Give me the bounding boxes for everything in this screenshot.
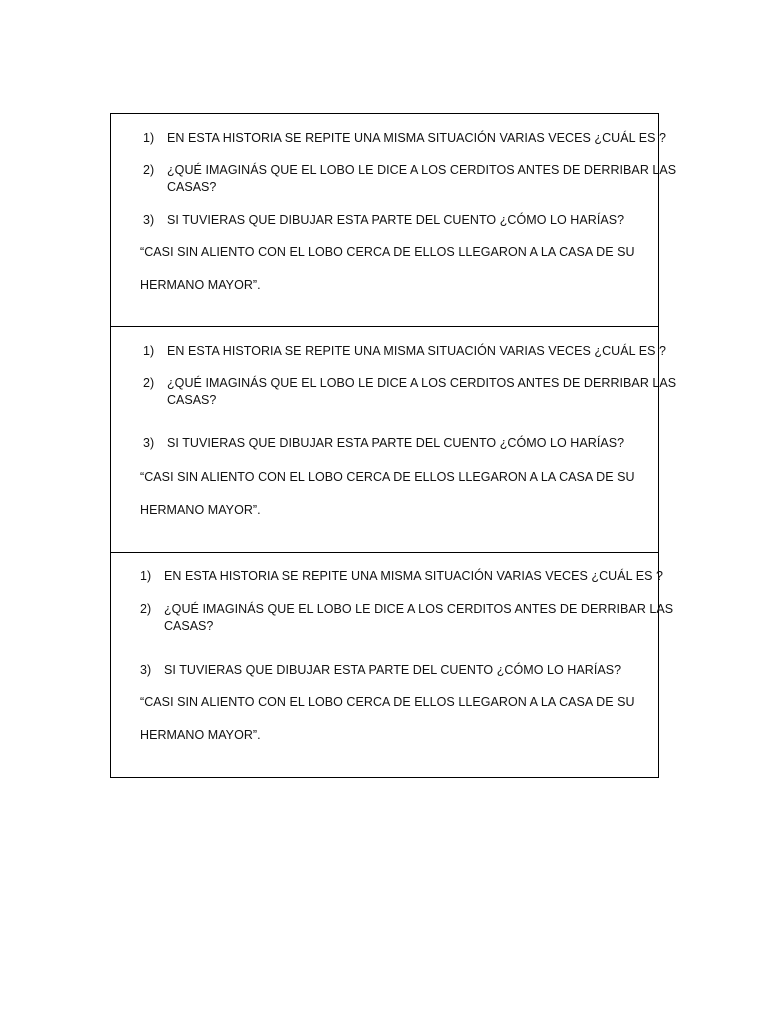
story-quote-line-1: “CASI SIN ALIENTO CON EL LOBO CERCA DE ELLOS LLEGARON A LA CASA DE SU [140, 245, 635, 259]
question-number: 2) [143, 376, 155, 390]
story-quote-line-2: HERMANO MAYOR”. [140, 278, 261, 292]
question-number: 3) [140, 663, 152, 677]
question-3 [143, 435, 624, 452]
question-1 [143, 130, 666, 147]
question-2-continuation: CASAS? [167, 180, 217, 194]
story-quote-line-2: HERMANO MAYOR”. [140, 728, 261, 742]
question-text: ¿QUÉ IMAGINÁS QUE EL LOBO LE DICE A LOS CERDITOS ANTES DE DERRIBAR LAS [164, 602, 674, 616]
question-block-2 [111, 327, 677, 553]
question-number: 1) [143, 344, 155, 358]
question-number: 3) [143, 213, 155, 227]
question-number: 2) [143, 163, 155, 177]
question-text: SI TUVIERAS QUE DIBUJAR ESTA PARTE DEL CUENTO ¿CÓMO LO HARÍAS? [164, 663, 622, 677]
question-text: EN ESTA HISTORIA SE REPITE UNA MISMA SITUACIÓN VARIAS VECES ¿CUÁL ES ? [164, 569, 663, 583]
story-quote-line-2: HERMANO MAYOR”. [140, 503, 261, 517]
question-2 [140, 601, 673, 618]
question-2 [143, 162, 676, 179]
question-text: SI TUVIERAS QUE DIBUJAR ESTA PARTE DEL CUENTO ¿CÓMO LO HARÍAS? [167, 436, 625, 450]
question-3 [143, 212, 624, 229]
question-2-continuation: CASAS? [164, 619, 214, 633]
question-number: 1) [140, 569, 152, 583]
question-2-continuation: CASAS? [167, 393, 217, 407]
story-quote-line-1: “CASI SIN ALIENTO CON EL LOBO CERCA DE ELLOS LLEGARON A LA CASA DE SU [140, 470, 635, 484]
question-text: ¿QUÉ IMAGINÁS QUE EL LOBO LE DICE A LOS CERDITOS ANTES DE DERRIBAR LAS [167, 376, 677, 390]
question-text: EN ESTA HISTORIA SE REPITE UNA MISMA SITUACIÓN VARIAS VECES ¿CUÁL ES ? [167, 344, 666, 358]
worksheet-frame [110, 113, 677, 778]
question-number: 2) [140, 602, 152, 616]
question-3 [140, 662, 621, 679]
question-1 [143, 343, 666, 360]
question-block-3 [111, 553, 674, 777]
question-number: 1) [143, 131, 155, 145]
question-text: ¿QUÉ IMAGINÁS QUE EL LOBO LE DICE A LOS CERDITOS ANTES DE DERRIBAR LAS [167, 163, 677, 177]
question-number: 3) [143, 436, 155, 450]
question-block-1 [111, 114, 677, 327]
question-text: SI TUVIERAS QUE DIBUJAR ESTA PARTE DEL CUENTO ¿CÓMO LO HARÍAS? [167, 213, 625, 227]
question-2 [143, 375, 676, 392]
question-1 [140, 568, 663, 585]
question-text: EN ESTA HISTORIA SE REPITE UNA MISMA SITUACIÓN VARIAS VECES ¿CUÁL ES ? [167, 131, 666, 145]
story-quote-line-1: “CASI SIN ALIENTO CON EL LOBO CERCA DE ELLOS LLEGARON A LA CASA DE SU [140, 695, 635, 709]
